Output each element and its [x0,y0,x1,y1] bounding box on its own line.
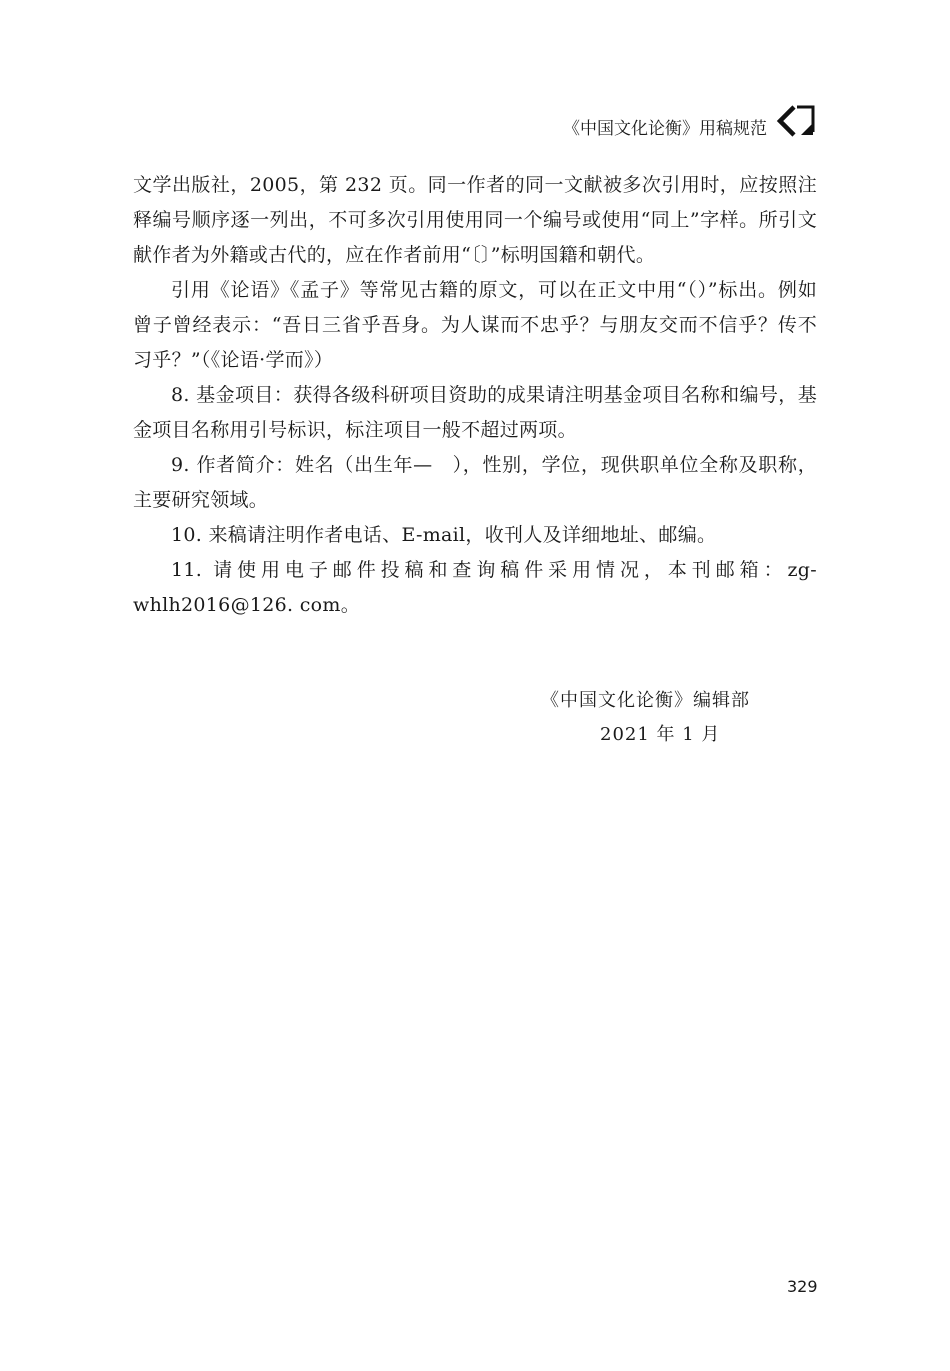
body-text [133,168,817,623]
paragraph-item-10-contact: 10. 来稿请注明作者电话、E-mail，收刊人及详细地址、邮编。 [171,524,717,546]
arrow-bracket-icon [775,104,817,138]
paragraph-item-9-author-bio: 9. 作者简介：姓名（出生年— ），性别，学位，现供职单位全称及职称，主要研究领域。 [133,454,817,511]
paragraph-citation-continued: 文学出版社，2005，第 232 页。同一作者的同一文献被多次引用时，应按照注释编号顺序逐一列出，不可多次引用使用同一个编号或使用“同上”字样。所引文献作者为外籍或古代的，应在作者前用“〔〕”标明国籍和朝代。 [133,174,817,266]
signature-org: 《中国文化论衡》编辑部 [541,690,750,711]
paragraph-item-8-funding: 8. 基金项目：获得各级科研项目资助的成果请注明基金项目名称和编号，基金项目名称用引号标识，标注项目一般不超过两项。 [133,384,817,441]
running-title: 《中国文化论衡》用稿规范 [563,118,767,139]
running-header [563,96,817,146]
paragraph-item-11-submission: 11. 请使用电子邮件投稿和查询稿件采用情况，本刊邮箱：zg-whlh2016@126. com。 [133,559,817,616]
signature-date: 2021 年 1 月 [600,724,721,745]
paragraph-classics-citation: 引用《论语》《孟子》等常见古籍的原文，可以在正文中用“（）”标出。例如曾子曾经表示：“吾日三省乎吾身。为人谋而不忠乎？与朋友交而不信乎？传不习乎？”（《论语·学而》） [133,279,817,371]
page-number: 329 [787,1277,818,1296]
